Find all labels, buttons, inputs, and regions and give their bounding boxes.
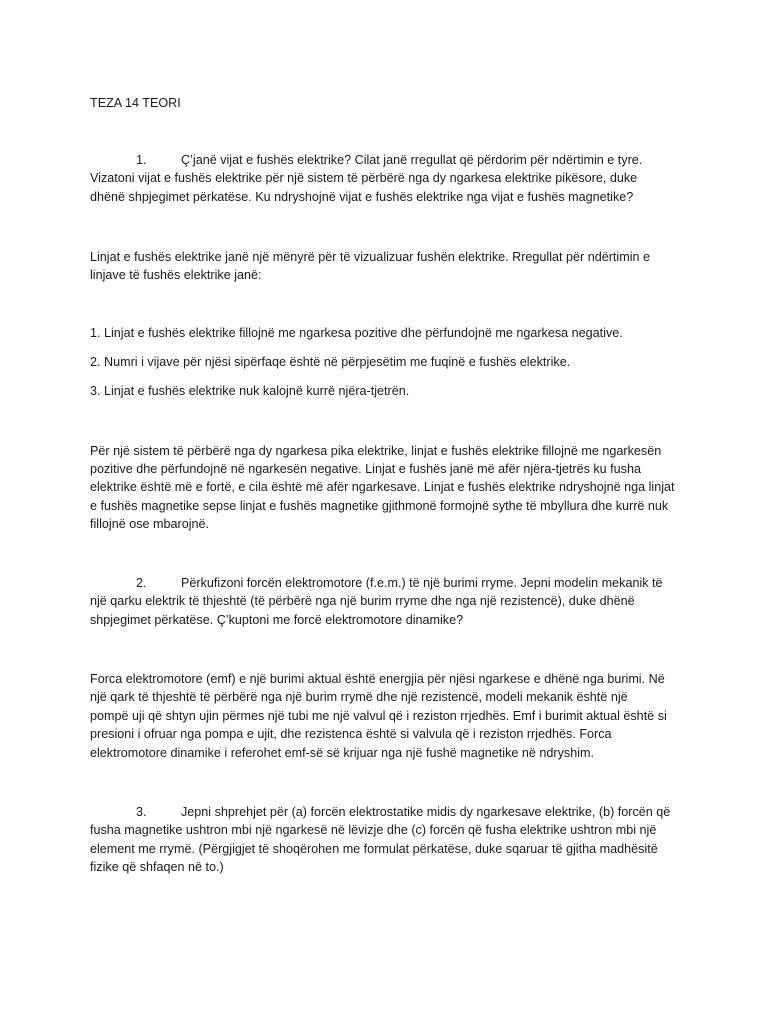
answer-1-intro-line-1: Linjat e fushës elektrike janë një mënyrë për të vizualizuar fushën elektrike. Rregullat për ndërtimin e bbox=[90, 250, 651, 264]
answer-2-body-line-4: presioni i ofruar nga pompa e ujit, dhe rezistenca është si valvula që i reziston rrjedhës. Forca bbox=[90, 727, 612, 741]
answer-1-body-line-4: e fushës magnetike sepse linjat e fushës magnetike gjithmonë formojnë sythe të mbyllura dhe kurrë nuk bbox=[90, 499, 669, 513]
question-2-line-3: shpjegimet përkatëse. Ç’kuptoni me forcë elektromotore dinamike? bbox=[90, 613, 464, 627]
question-2-line-2: një qarku elektrik të thjeshtë (të përbërë nga një burim rryme dhe nga një rezistencë), duke dhënë bbox=[90, 594, 635, 608]
answer-1-body-line-1: Për një sistem të përbërë nga dy ngarkesa pika elektrike, linjat e fushës elektrike fillojnë me ngarkesën bbox=[90, 444, 662, 458]
document-title: TEZA 14 TEORI bbox=[90, 96, 181, 110]
question-3-line-2: fusha magnetike ushtron mbi një ngarkesë në lëvizje dhe (c) forcën që fusha elektrike ushtron mbi një bbox=[90, 823, 657, 837]
answer-1-body-line-3: elektrike është më e fortë, e cila është më afër ngarkesave. Linjat e fushës elektrike ndryshojnë nga linjat bbox=[90, 480, 675, 494]
answer-1-rule-2: 2. Numri i vijave për njësi sipërfaqe është në përpjesëtim me fuqinë e fushës elektrike. bbox=[90, 355, 571, 369]
question-3-line-1: Jepni shprehjet për (a) forcën elektrostatike midis dy ngarkesave elektrike, (b) forcën që bbox=[181, 805, 671, 819]
answer-2-body-line-1: Forca elektromotore (emf) e një burimi aktual është energjia për njësi ngarkese e dhënë nga burimi. Në bbox=[90, 672, 665, 686]
question-1-number: 1. bbox=[136, 153, 147, 167]
answer-1-body-line-5: fillojnë ose mbarojnë. bbox=[90, 517, 210, 531]
answer-1-body-line-2: pozitive dhe përfundojnë në ngarkesën negative. Linjat e fushës janë më afër njëra-tjetrës ku fusha bbox=[90, 462, 641, 476]
answer-2-body-line-5: elektromotore dinamike i referohet emf-së së krijuar nga një fushë magnetike në ndryshim. bbox=[90, 746, 594, 760]
question-1-line-1: Ç’janë vijat e fushës elektrike? Cilat janë rregullat që përdorim për ndërtimin e tyre. bbox=[181, 153, 643, 167]
question-2-number: 2. bbox=[136, 576, 147, 590]
question-3-number: 3. bbox=[136, 805, 147, 819]
answer-1-rule-1: 1. Linjat e fushës elektrike fillojnë me ngarkesa pozitive dhe përfundojnë me ngarkesa negative. bbox=[90, 326, 623, 340]
answer-2-body-line-2: një qark të thjeshtë të përbërë nga një burim rrymë dhe një rezistencë, modeli mekanik është një bbox=[90, 690, 628, 704]
answer-1-intro-line-2: linjave të fushës elektrike janë: bbox=[90, 268, 262, 282]
question-3-line-4: fizike që shfaqen në to.) bbox=[90, 860, 224, 874]
answer-2-body-line-3: pompë uji që shtyn ujin përmes një tubi me një valvul që i reziston rrjedhës. Emf i burimit aktual është si bbox=[90, 709, 667, 723]
question-2-line-1: Përkufizoni forcën elektromotore (f.e.m.) të një burimi rryme. Jepni modelin mekanik të bbox=[181, 576, 663, 590]
question-1-line-3: dhënë shpjegimet përkatëse. Ku ndryshojnë vijat e fushës elektrike nga vijat e fushës magnetike? bbox=[90, 190, 634, 204]
question-1-line-2: Vizatoni vijat e fushës elektrike për një sistem të përbërë nga dy ngarkesa elektrike pikësore, duke bbox=[90, 171, 638, 185]
question-3-line-3: element me rrymë. (Përgjigjet të shoqërohen me formulat përkatëse, duke sqaruar të gjitha madhësitë bbox=[90, 842, 658, 856]
answer-1-rule-3: 3. Linjat e fushës elektrike nuk kalojnë kurrë njëra-tjetrën. bbox=[90, 384, 410, 398]
